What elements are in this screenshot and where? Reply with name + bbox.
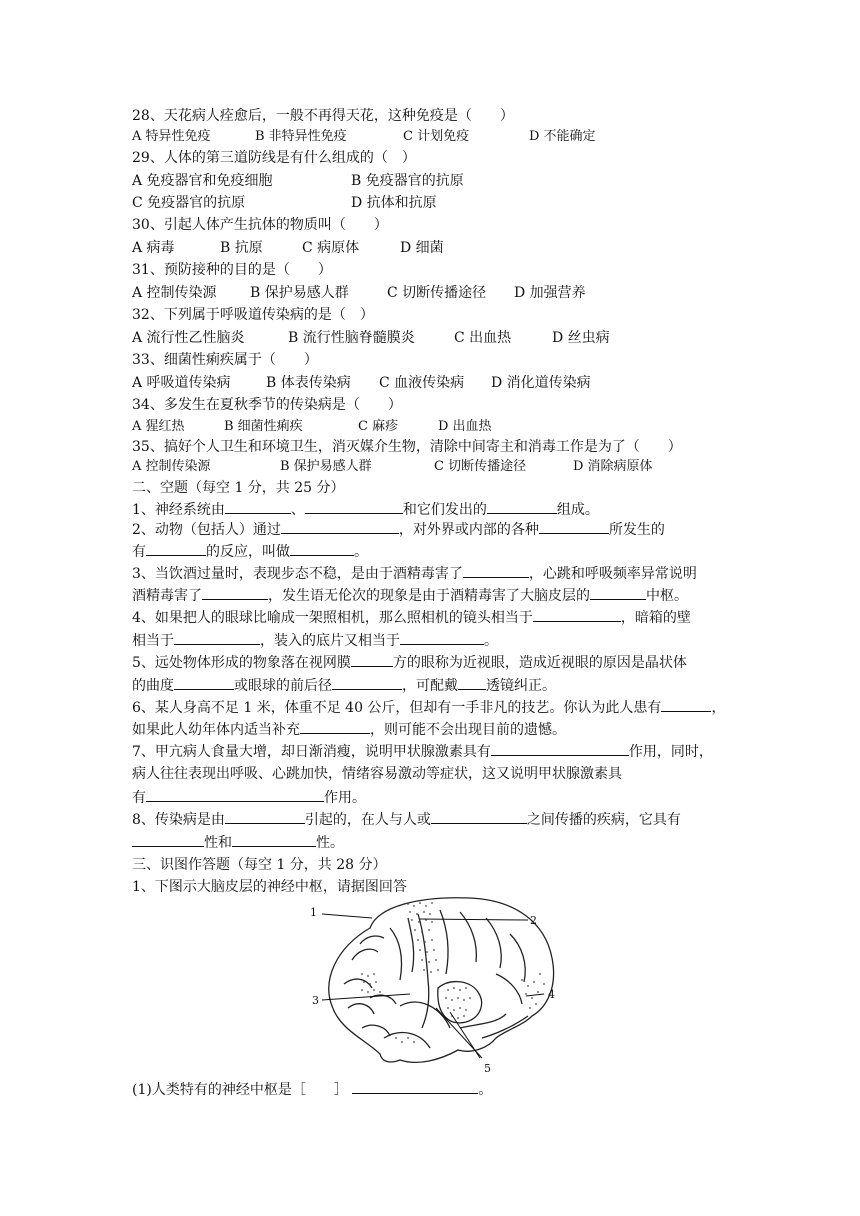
q29-option-c[interactable]: C 免疫器官的抗原 [132, 195, 246, 211]
fill-q8-line2: 性和 性。 [132, 833, 344, 852]
q33-option-b[interactable]: B 体表传染病 [266, 375, 351, 391]
figure-label-5: 5 [484, 1062, 491, 1075]
q35-options [132, 458, 732, 476]
fill-q2-blank-4[interactable] [290, 542, 354, 556]
q33-stem: 33、细菌性痢疾属于（ ） [132, 352, 318, 368]
q29-options-row1 [132, 172, 732, 190]
q34-stem: 34、多发生在夏秋季节的传染病是（ ） [132, 397, 402, 413]
fill-q2-blank-2[interactable] [539, 520, 609, 534]
figure-label-4: 4 [548, 988, 555, 1001]
q33-option-c[interactable]: C 血液传染病 [379, 375, 465, 391]
q30-option-a[interactable]: A 病毒 [132, 240, 175, 256]
fill-q3-line2: 酒精毒害了 ，发生语无伦次的现象是由于酒精毒害了大脑皮层的 中枢。 [132, 588, 688, 604]
q30-stem: 30、引起人体产生抗体的物质叫（ ） [132, 217, 388, 233]
q35-option-d[interactable]: D 消除病原体 [573, 459, 653, 474]
fill-q6-line1: 6、某人身高不足 1 米，体重不足 40 公斤，但却有一手非凡的技艺。你认为此人患有 ， [132, 700, 726, 716]
q31-option-a[interactable]: A 控制传染源 [132, 285, 217, 301]
q32-options [132, 329, 732, 347]
figure-label-1: 1 [310, 906, 317, 919]
q30-option-c[interactable]: C 病原体 [302, 240, 360, 256]
q35-option-b[interactable]: B 保护易感人群 [280, 459, 372, 474]
q32-option-d[interactable]: D 丝虫病 [552, 330, 610, 346]
q29-option-b[interactable]: B 免疫器官的抗原 [351, 173, 464, 189]
section3-title: 三、识图作答题（每空 1 分，共 28 分） [132, 857, 387, 873]
fill-q2-line2: 有 的反应，叫做 。 [132, 544, 368, 560]
fill-q7-line1: 7、甲亢病人食量大增，却日渐消瘦，说明甲状腺激素具有 作用，同时， [132, 744, 713, 760]
fill-q2-blank-1[interactable] [281, 520, 399, 534]
q31-option-c[interactable]: C 切断传播途径 [387, 285, 487, 301]
q30-option-d[interactable]: D 细菌 [400, 240, 444, 256]
q31-stem: 31、预防接种的目的是（ ） [132, 262, 332, 278]
q34-options [132, 418, 732, 436]
fill-q7-line3: 有 作用。 [132, 790, 366, 806]
fill-q3-blank-1[interactable] [463, 564, 529, 578]
q29-option-d[interactable]: D 抗体和抗原 [351, 195, 437, 211]
fill-q5-line1: 5、远处物体形成的物象落在视网膜 方的眼称为近视眼，造成近视眼的原因是晶状体 [132, 655, 687, 671]
fill-q5-blank-4[interactable] [458, 676, 486, 690]
q29-options-row2 [132, 194, 732, 212]
q28-stem: 28、天花病人痊愈后，一般不再得天花，这种免疫是（ ） [132, 108, 514, 124]
fill-q8-blank-2[interactable] [431, 810, 527, 824]
q32-option-c[interactable]: C 出血热 [454, 330, 512, 346]
fill-q6-line2: 如果此人幼年体内适当补充 ，则可能不会出现目前的遗憾。 [132, 722, 566, 738]
fill-q2-line1: 2、动物（包括人）通过 ，对外界或内部的各种 所发生的 [132, 522, 665, 538]
fill-q6-blank-1[interactable] [661, 698, 711, 712]
fill-q4-blank-1[interactable] [533, 608, 621, 622]
fill-q4-line2: 相当于 ，装入的底片又相当于 。 [132, 633, 498, 649]
fill-q5-line2: 的曲度 或眼球的前后径 ，可配戴 透镜纠正。 [132, 678, 556, 694]
fill-q4-line1: 4、如果把人的眼球比喻成一架照相机，那么照相机的镜头相当于 ，暗箱的壁 [132, 610, 691, 626]
q28-options [132, 128, 732, 146]
q29-stem: 29、人体的第三道防线是有什么组成的（ ） [132, 150, 416, 166]
q34-option-b[interactable]: B 细菌性痢疾 [224, 419, 303, 434]
figure-subq1-blank[interactable] [352, 1080, 478, 1094]
fill-q4-blank-2[interactable] [174, 631, 260, 645]
fill-q8-blank-1[interactable] [225, 810, 305, 824]
q34-option-d[interactable]: D 出血热 [438, 419, 492, 434]
q28-option-a[interactable]: A 特异性免疫 [132, 129, 211, 144]
q33-options [132, 374, 732, 392]
figure-label-3: 3 [312, 994, 319, 1007]
fill-q8-line1: 8、传染病是由 引起的，在人与人或 之间传播的疾病，它具有 [132, 812, 681, 828]
fill-q5-blank-2[interactable] [174, 676, 234, 690]
q31-options [132, 284, 732, 302]
figure-label-2: 2 [530, 914, 537, 927]
fill-q3-blank-2[interactable] [202, 586, 268, 600]
brain-cortex-figure [300, 888, 570, 1078]
q30-options [132, 239, 732, 257]
fill-q6-blank-2[interactable] [300, 720, 370, 734]
q35-option-c[interactable]: C 切断传播途径 [434, 459, 527, 474]
fill-q7-blank-2[interactable] [146, 788, 324, 802]
q30-option-b[interactable]: B 抗原 [220, 240, 263, 256]
fill-q1: 1、神经系统由 、 和它们发出的 组成。 [132, 502, 599, 518]
q28-option-d[interactable]: D 不能确定 [529, 129, 596, 144]
q35-stem: 35、搞好个人卫生和环境卫生，消灭媒介生物，清除中间寄主和消毒工作是为了（ ） [132, 439, 682, 455]
fill-q7-line2: 病人往往表现出呼吸、心跳加快，情绪容易激动等症状，这又说明甲状腺激素具 [132, 766, 622, 782]
fill-q1-blank-1[interactable] [225, 500, 291, 514]
fill-q5-blank-3[interactable] [332, 676, 402, 690]
q34-option-c[interactable]: C 麻疹 [358, 419, 399, 434]
q33-option-a[interactable]: A 呼吸道传染病 [132, 375, 231, 391]
q33-option-d[interactable]: D 消化道传染病 [491, 375, 591, 391]
figure-question: 1、下图示大脑皮层的神经中枢，请据图回答 [132, 879, 407, 895]
q31-option-b[interactable]: B 保护易感人群 [250, 285, 349, 301]
q28-option-b[interactable]: B 非特异性免疫 [255, 129, 347, 144]
fill-q8-blank-3[interactable] [132, 833, 204, 847]
brain-diagram [300, 888, 570, 1078]
section2-title: 二、空题（每空 1 分，共 25 分） [132, 480, 345, 496]
fill-q4-blank-3[interactable] [400, 631, 484, 645]
q32-stem: 32、下列属于呼吸道传染病的是（ ） [132, 307, 374, 323]
fill-q7-blank-1[interactable] [491, 742, 629, 756]
fill-q2-blank-3[interactable] [146, 542, 206, 556]
fill-q8-blank-4[interactable] [232, 833, 316, 847]
q28-option-c[interactable]: C 计划免疫 [403, 129, 470, 144]
fill-q3-blank-3[interactable] [590, 586, 646, 600]
q32-option-a[interactable]: A 流行性乙性脑炎 [132, 330, 245, 346]
q34-option-a[interactable]: A 猩红热 [132, 419, 185, 434]
fill-q5-blank-1[interactable] [351, 653, 393, 667]
figure-subq1: (1)人类特有的神经中枢是［ ］ 。 [132, 1082, 493, 1098]
q35-option-a[interactable]: A 控制传染源 [132, 459, 211, 474]
q29-option-a[interactable]: A 免疫器官和免疫细胞 [132, 173, 273, 189]
q32-option-b[interactable]: B 流行性脑脊髓膜炎 [288, 330, 415, 346]
fill-q3-line1: 3、当饮酒过量时，表现步态不稳，是由于酒精毒害了 ，心跳和呼吸频率异常说明 [132, 566, 697, 582]
fill-q1-blank-3[interactable] [487, 500, 557, 514]
fill-q1-blank-2[interactable] [305, 500, 403, 514]
q31-option-d[interactable]: D 加强营养 [514, 285, 586, 301]
